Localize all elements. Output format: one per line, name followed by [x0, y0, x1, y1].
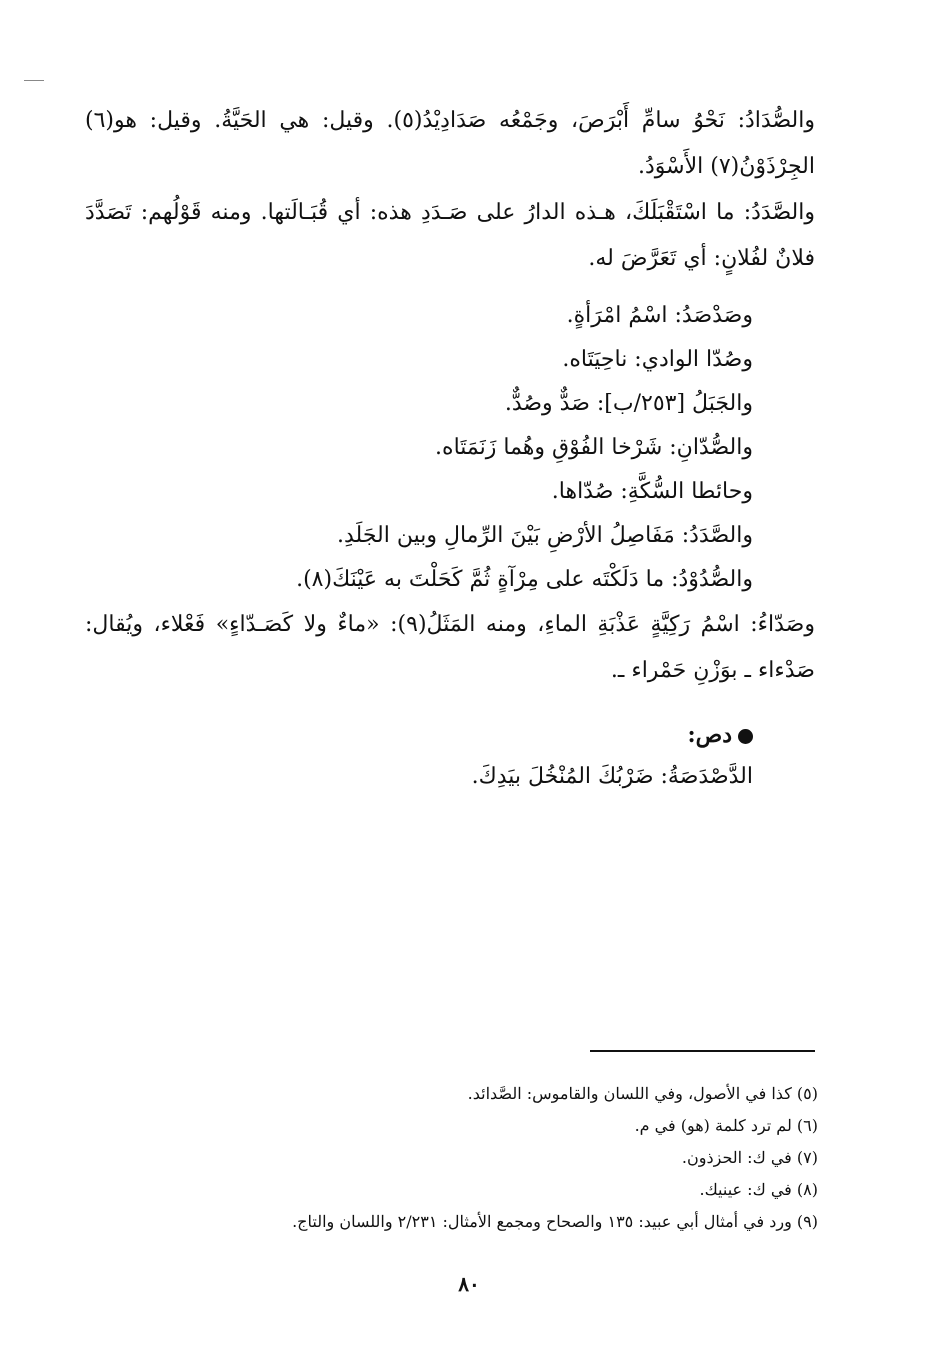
footnote-divider [590, 1050, 815, 1052]
entry-sudda-alwadi: وصُدّا الوادي: ناحِيَتَاه. [562, 347, 753, 372]
paragraph-sadad: والصَّدَدُ: ما اسْتَقْبَلَكَ، هـذه الدارُ على صَـدَدِ هذه: أي قُبَـالَتها. ومنه قَوْلُهم: تَصَدَّدَ فلانٌ لفُلانٍ: أي تَعَرَّضَ له. [85, 200, 815, 271]
bullet-icon [738, 729, 753, 744]
entry-haita-alsikka: وحائطا السُّكَّةِ: صُدّاها. [551, 479, 753, 504]
section-definition: الدَّصْدَصَةُ: ضَرْبُكَ المُنْخُلَ بيَدِكَ. [471, 764, 753, 789]
footnote-9: (٩) ورد في أمثال أبي عبيد: ١٣٥ والصحاح ومجمع الأمثال: ٢/٢٣١ واللسان والتاج. [292, 1212, 818, 1231]
entry-sadsad: وصَدْصَدُ: اسْمُ امْرَأةٍ. [566, 303, 753, 328]
footnote-8: (٨) في ك: عينيك. [699, 1180, 818, 1199]
margin-mark [24, 80, 44, 81]
page-number: ٨٠ [458, 1272, 480, 1296]
entry-alsuddan: والصُّدّانِ: شَرْخا الفُوْقِ وهُما زَنَمَتَاه. [435, 435, 753, 460]
footnote-7: (٧) في ك: الحزذون. [681, 1148, 818, 1167]
entry-aljabal: والجَبَلُ [٢٥٣/ب]: صَدٌّ وصُدٌّ. [504, 391, 753, 416]
main-text [85, 98, 815, 798]
paragraph-sudad: والصُّدَادُ: نَحْوُ سامِّ أَبْرَصَ، وجَمْعُه صَدَادِيْدُ(٥). وقيل: هي الحَيَّةُ. وقيل: هو(٦) الجِرْذَوْنُ(٧) الأَسْوَدُ. [85, 108, 815, 179]
entry-alsadad: والصَّدَدُ: مَفَاصِلُ الأرْضِ بَيْنَ الرِّمالِ وبين الجَلَدِ. [337, 523, 753, 548]
section-heading-text: دص: [687, 722, 732, 748]
footnotes [150, 1078, 818, 1238]
paragraph-saddaa: وصَدّاءُ: اسْمُ رَكِيَّةٍ عَذْبَةِ الماءِ، ومنه المَثَلُ(٩): «ماءٌ ولا كَصَـدّاءٍ» فَعْلاء، ويُقال: صَدْءاء ـ بوَزْنِ حَمْراء ـ. [85, 612, 815, 683]
footnote-5: (٥) كذا في الأصول، وفي اللسان والقاموس: الصَّدائد. [467, 1084, 818, 1103]
section-heading [85, 714, 815, 756]
entry-alsudud: والصُّدُوْدُ: ما دَلَكْتَه على مِرْآةٍ ثُمَّ كَحَلْتَ به عَيْنَكَ(٨). [296, 567, 753, 592]
footnote-6: (٦) لم ترد كلمة (هو) في م. [634, 1116, 818, 1135]
